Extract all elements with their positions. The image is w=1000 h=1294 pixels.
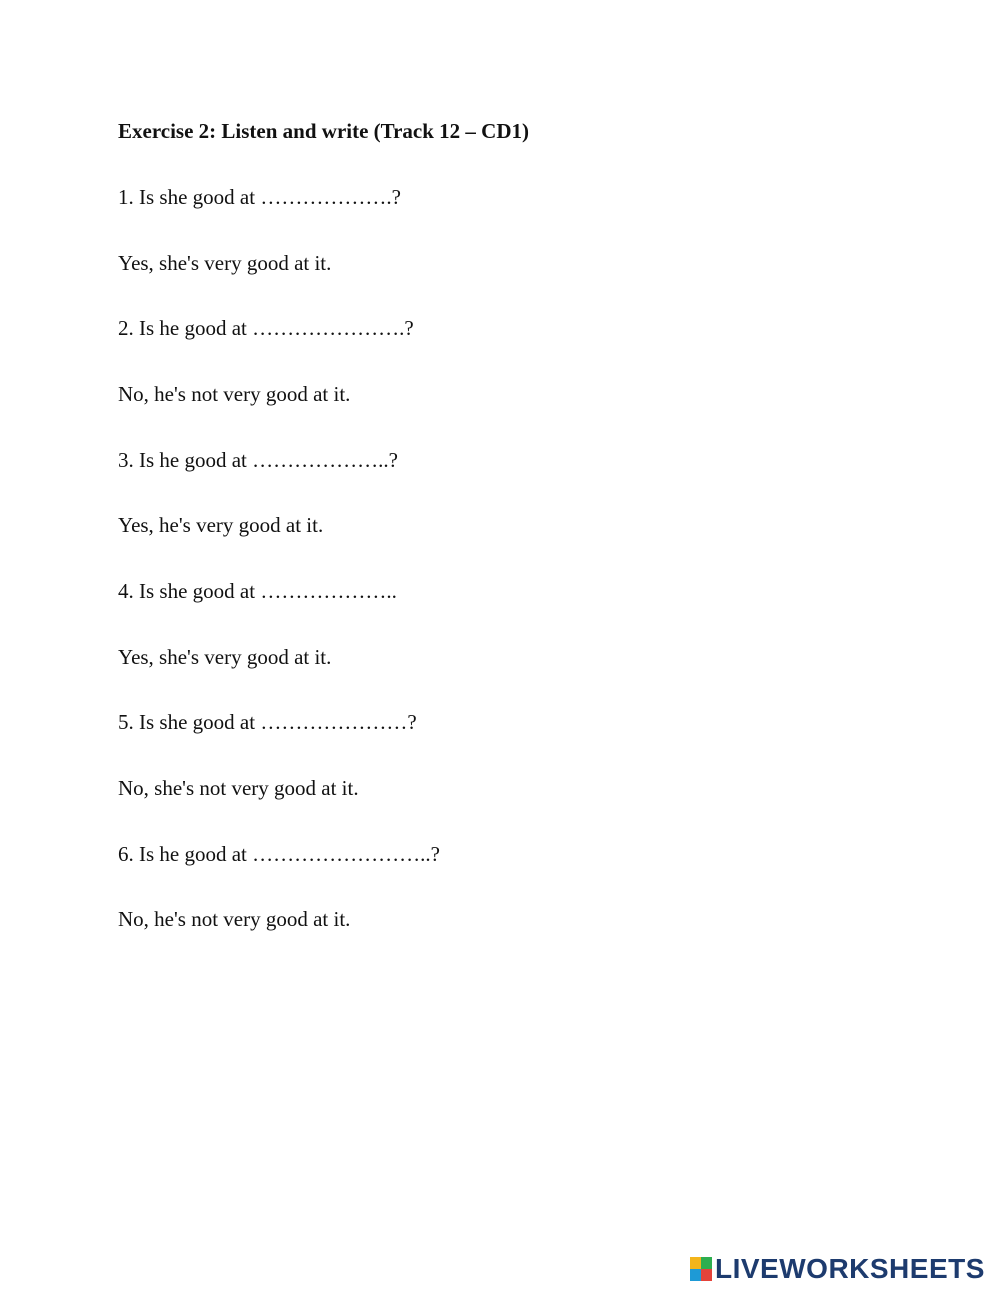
- logo-square-blue: [690, 1269, 701, 1281]
- question-3: 3. Is he good at ………………..?: [118, 448, 398, 472]
- question-5: 5. Is she good at …………………?: [118, 710, 417, 734]
- logo-square-red: [701, 1269, 712, 1281]
- question-2: 2. Is he good at ………………….?: [118, 316, 414, 340]
- liveworksheets-logo-icon: [690, 1257, 712, 1281]
- answer-2: No, he's not very good at it.: [118, 382, 351, 406]
- logo-square-yellow: [690, 1257, 701, 1269]
- question-6: 6. Is he good at ……………………..?: [118, 842, 440, 866]
- exercise-title: Exercise 2: Listen and write (Track 12 – CD1): [118, 119, 529, 143]
- logo-square-green: [701, 1257, 712, 1269]
- liveworksheets-brand: [690, 1253, 985, 1285]
- question-4: 4. Is she good at ………………..: [118, 579, 397, 603]
- answer-4: Yes, she's very good at it.: [118, 645, 332, 669]
- liveworksheets-wordmark: LIVEWORKSHEETS: [715, 1253, 985, 1284]
- answer-3: Yes, he's very good at it.: [118, 513, 324, 537]
- question-1: 1. Is she good at ……………….?: [118, 185, 401, 209]
- answer-1: Yes, she's very good at it.: [118, 251, 332, 275]
- answer-6: No, he's not very good at it.: [118, 907, 351, 931]
- answer-5: No, she's not very good at it.: [118, 776, 359, 800]
